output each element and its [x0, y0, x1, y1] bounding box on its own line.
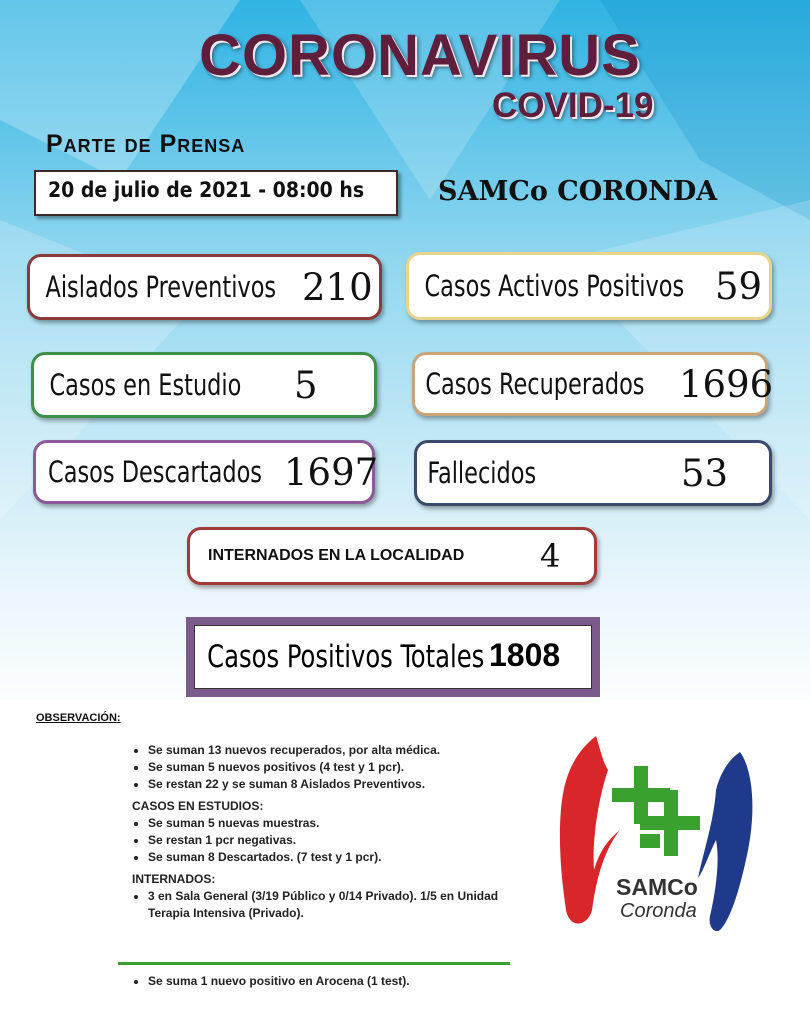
list-item: • Se restan 1 pcr negativas. — [148, 832, 512, 849]
card-value: 59 — [715, 264, 763, 308]
card-value: 1697 — [284, 450, 379, 494]
card-value: 53 — [681, 451, 729, 495]
list-item: • Se suman 8 Descartados. (7 test y 1 pcr). — [148, 849, 512, 866]
card-estudio — [31, 352, 377, 418]
card-label: Casos Activos Positivos — [424, 269, 685, 303]
press-label: Parte de Prensa — [46, 130, 246, 158]
organization-name: SAMCo CORONDA — [438, 176, 718, 207]
logo-place: Coronda — [620, 900, 697, 922]
observations-heading: OBSERVACIÓN: — [36, 712, 121, 724]
green-divider — [118, 962, 510, 965]
card-value: 1696 — [679, 362, 774, 406]
date-box: 20 de julio de 2021 - 08:00 hs — [34, 170, 398, 216]
list-item: • Se suma 1 nuevo positivo en Arocena (1 test). — [148, 974, 410, 988]
card-label: Fallecidos — [427, 456, 537, 490]
card-label: Aislados Preventivos — [45, 270, 277, 304]
card-value: 4 — [540, 537, 561, 575]
logo-name: SAMCo — [616, 874, 698, 900]
list-item: • Se suman 5 nuevos positivos (4 test y 1 pcr). — [148, 759, 512, 776]
list-item: • 3 en Sala General (3/19 Público y 0/14 Privado). 1/5 en Unidad Terapia Intensiva (Privado). — [148, 888, 512, 922]
list-item: • Se restan 22 y se suman 8 Aislados Preventivos. — [148, 776, 512, 793]
observations-notes — [132, 742, 512, 922]
card-label: Casos en Estudio — [49, 368, 242, 402]
card-value: 5 — [294, 363, 318, 407]
internados-heading: INTERNADOS: — [132, 872, 216, 886]
card-recuperados — [412, 352, 774, 416]
card-value: 210 — [302, 265, 373, 309]
card-descartados — [33, 440, 379, 504]
list-item: • Se suman 5 nuevas muestras. — [148, 815, 512, 832]
card-label: Casos Descartados — [48, 455, 262, 489]
card-internados — [187, 527, 597, 585]
card-aislados — [27, 254, 382, 320]
list-item: • Se suman 13 nuevos recuperados, por alta médica. — [148, 742, 512, 759]
main-title: CORONAVIRUS — [199, 23, 641, 88]
card-label: INTERNADOS EN LA LOCALIDAD — [208, 547, 465, 564]
subtitle: COVID-19 — [492, 86, 654, 125]
final-note — [132, 974, 410, 988]
total-label: Casos Positivos Totales — [207, 639, 485, 675]
card-label: Casos Recuperados — [425, 367, 645, 401]
card-fallecidos — [414, 440, 772, 506]
estudios-heading: CASOS EN ESTUDIOS: — [132, 799, 264, 813]
card-activos — [406, 252, 772, 320]
total-value: 1808 — [489, 637, 561, 673]
